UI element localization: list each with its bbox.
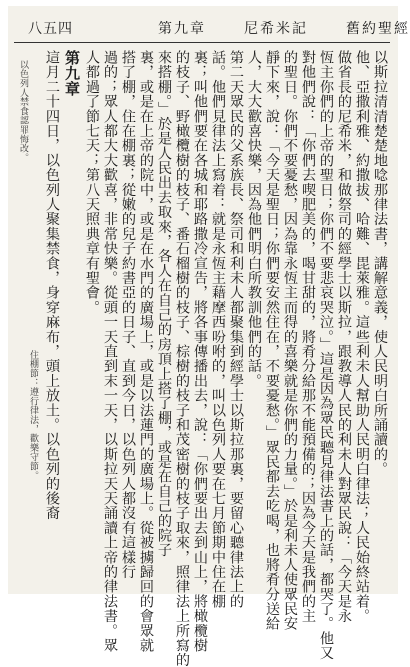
text-column: 這月二十四日，以色列人聚集禁食，身穿麻布，頭上放土。以色列的後裔 xyxy=(44,50,60,521)
text-column: 第二天眾民的父系族長、祭司和利未人都聚集到經學士以斯拉那裏，要留心聽律法上的 xyxy=(228,50,244,609)
text-column: 話。他們見律法上寫着：就是永恆主藉摩西吩咐的，叫以色列人要在七月節期中住在棚 xyxy=(210,50,226,609)
text-column: 靜下來，說：「今天是聖日；你們要安然住在，不要憂愁。」眾民都去吃喝，也將肴分送給 xyxy=(264,50,280,631)
text-column: 過的；眾人都大大歡喜，非常快樂。從頭一天直到末一天，以斯拉天天誦讀上帝的律法書。眾 xyxy=(102,50,118,653)
page-header xyxy=(8,6,410,40)
text-column: 人都過了節七天；第八天照典章有聖會。 xyxy=(84,50,100,315)
chapter-heading: 第九章 xyxy=(63,50,81,97)
margin-note: 以色列人禁食認罪悔改。 xyxy=(18,60,28,163)
header-rule xyxy=(14,42,390,43)
text-column: 人，大大歡喜快樂，因為他們明白所教訓他們的話。 xyxy=(246,50,262,389)
book-name: 尼希米記 xyxy=(244,21,308,37)
scripture-page xyxy=(8,6,410,667)
text-column: 裏，或是在上帝的院中，或是在水門的廣場上，或是以法蓮門的廣場上。從被擄歸回的會眾就 xyxy=(138,50,154,653)
page-number: 八五四 xyxy=(28,21,73,37)
text-column: 恆主你們的上帝的聖日；你們不要悲哀哭泣。」這是因為眾民聽見律法書上的話，都哭了。他又 xyxy=(318,50,334,661)
text-body xyxy=(18,50,388,667)
text-column: 對他們說：「你們去喫肥美的，喝甘甜的，將肴分給那不能預備的；因為今天是我們的主 xyxy=(300,50,316,624)
margin-note: 住棚節：遵行律法，歡樂守節。 xyxy=(28,350,38,481)
text-column: 裏；叫他們要在各城和耶路撒冷宣告，將各事傳播出去，說：「你們要出去到山上，將橄欖樹 xyxy=(192,50,208,653)
text-column: 以斯拉清清楚楚地唸那律法書，講解意義，使人民明白所誦讀的。 xyxy=(372,50,388,477)
text-column: 他、亞撒利雅、約撒拔、哈難、毘萊雅。這些利未人幫助人民明白律法；人民始終站着。 xyxy=(354,50,370,624)
book-title: 舊約聖經 xyxy=(346,21,410,37)
text-column: 搭了棚，住在棚裏；從嫩的兒子約書亞的日子、直到今日，以色列人都沒有這樣行 xyxy=(120,50,136,580)
text-column: 來搭棚。」於是人民出去取來，各人在自己的房頂上搭了棚，或是在自己的院子 xyxy=(156,50,172,558)
chapter-label: 第九章 xyxy=(158,21,206,37)
text-column: 做省長的尼希米，和做祭司的經學士以斯拉，跟教導人民的利未人對眾民說：「今天是永 xyxy=(336,50,352,624)
text-column: 的枝子、野橄欖樹的枝子、番石榴樹的枝子、棕樹的枝子和茂密樹的枝子取來，照律法上所寫的 xyxy=(174,50,190,667)
text-column: 的聖日。你們不要憂愁，因為靠永恆主而得的喜樂就是你們的力量。」於是利未人使眾民安 xyxy=(282,50,298,631)
